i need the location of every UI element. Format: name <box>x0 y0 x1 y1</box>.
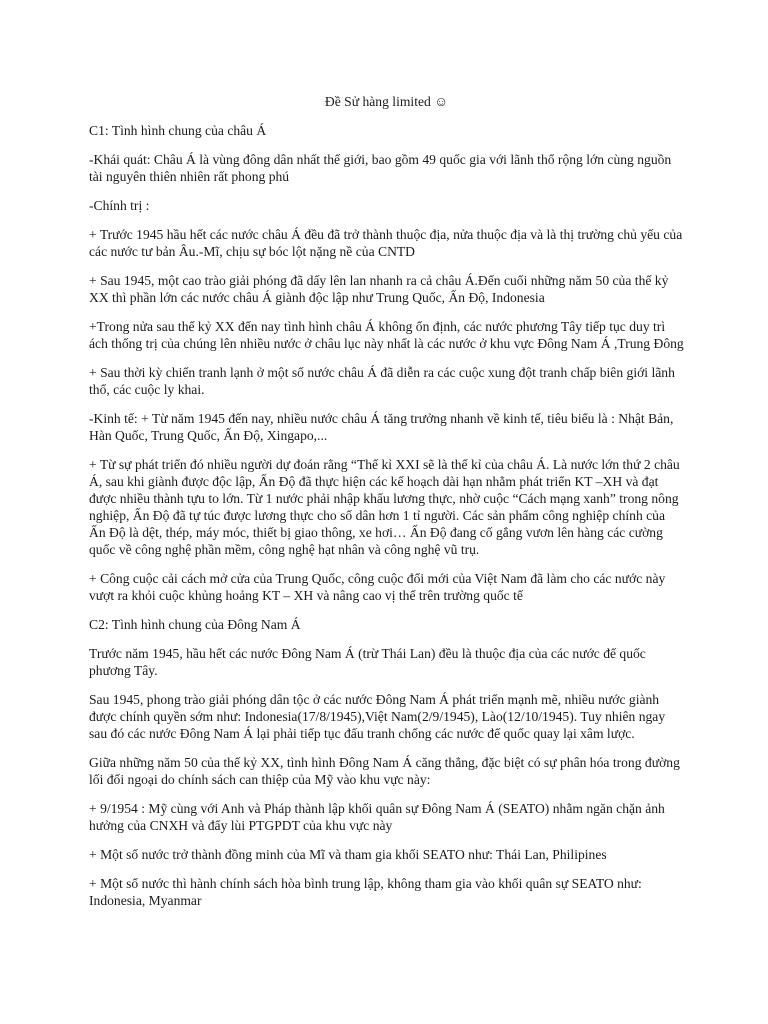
paragraph: Trước năm 1945, hầu hết các nước Đông Nam Á (trừ Thái Lan) đều là thuộc địa của các nước đế quốc phương Tây. <box>89 646 646 678</box>
document-body <box>89 93 684 921</box>
heading-c1: C1: Tình hình chung của châu Á <box>89 123 267 138</box>
paragraph: +Trong nửa sau thế kỷ XX đến nay tình hình châu Á không ổn định, các nước phương Tây tiếp tục duy trì ách thống trị của chúng lên nhiều nước ở châu lục này nhất là các nước ở khu vực Đông Nam Á ,Trung Đông <box>89 319 684 351</box>
paragraph: + Sau thời kỳ chiến tranh lạnh ở một số nước châu Á đã diễn ra các cuộc xung đột tranh chấp biên giới lãnh thổ, các cuộc ly khai. <box>89 365 675 397</box>
paragraph: Sau 1945, phong trào giải phóng dân tộc ở các nước Đông Nam Á phát triển mạnh mẽ, nhiều nước giành được chính quyền sớm như: Indonesia(17/8/1945),Việt Nam(2/9/1945), Lào(12/10/1945). Tuy nhiên ngay sau đó các nước Đông Nam Á lại phải tiếp tục đấu tranh chống các nước đế quốc quay lại xâm lược. <box>89 692 666 741</box>
paragraph: + Một số nước trở thành đồng minh của Mĩ và tham gia khối SEATO như: Thái Lan, Philipines <box>89 847 607 862</box>
paragraph: + 9/1954 : Mỹ cùng với Anh và Pháp thành lập khối quân sự Đông Nam Á (SEATO) nhằm ngăn chặn ảnh hưởng của CNXH và đẩy lùi PTGPDT của khu vực này <box>89 801 665 833</box>
paragraph: -Kinh tế: + Từ năm 1945 đến nay, nhiều nước châu Á tăng trưởng nhanh về kinh tế, tiêu biểu là : Nhật Bản, Hàn Quốc, Trung Quốc, Ấn Độ, Xingapo,... <box>89 411 674 443</box>
heading-c2: C2: Tình hình chung của Đông Nam Á <box>89 617 301 632</box>
paragraph: -Chính trị : <box>89 198 150 213</box>
paragraph: Giữa những năm 50 của thế kỷ XX, tình hình Đông Nam Á căng thẳng, đặc biệt có sự phân hóa trong đường lối đối ngoại do chính sách can thiệp của Mỹ vào khu vực này: <box>89 755 680 787</box>
paragraph: + Công cuộc cải cách mở cửa của Trung Quốc, công cuộc đổi mới của Việt Nam đã làm cho các nước này vượt ra khỏi cuộc khủng hoảng KT – XH và nâng cao vị thế trên trường quốc tế <box>89 571 666 603</box>
paragraph: -Khái quát: Châu Á là vùng đông dân nhất thế giới, bao gồm 49 quốc gia với lãnh thổ rộng lớn cùng nguồn tài nguyên thiên nhiên rất phong phú <box>89 152 672 184</box>
paragraph: + Trước 1945 hầu hết các nước châu Á đều đã trở thành thuộc địa, nửa thuộc địa và là thị trường chủ yếu của các nước tư bản Âu.-Mĩ, chịu sự bóc lột nặng nề của CNTD <box>89 227 683 259</box>
paragraph: + Sau 1945, một cao trào giải phóng đã dấy lên lan nhanh ra cả châu Á.Đến cuối những năm 50 của thế kỷ XX thì phần lớn các nước châu Á giành độc lập như Trung Quốc, Ấn Độ, Indonesia <box>89 273 669 305</box>
paragraph: + Từ sự phát triển đó nhiều người dự đoán rằng “Thế kỉ XXI sẽ là thế kỉ của châu Á. Là nước lớn thứ 2 châu Á, sau khi giành được độc lập, Ấn Độ đã thực hiện các kế hoạch dài hạn nhằm phát triển KT –XH và đạt được nhiều thành tựu to lớn. Từ 1 nước phải nhập khẩu lương thực, nhờ cuộc “Cách mạng xanh” trong nông nghiệp, Ấn Độ đã tự túc được lương thực cho số dân hơn 1 tỉ người. Các sản phẩm công nghiệp chính của Ấn Độ là dệt, thép, máy móc, thiết bị giao thông, xe hơi… Ấn Độ đang cố gắng vươn lên hàng các cường quốc về công nghệ phần mềm, công nghệ hạt nhân và công nghệ vũ trụ. <box>89 457 680 557</box>
paragraph: + Một số nước thì hành chính sách hòa bình trung lập, không tham gia vào khối quân sự SEATO như: Indonesia, Myanmar <box>89 876 642 908</box>
document-title: Đề Sử hàng limited ☺ <box>324 94 449 109</box>
